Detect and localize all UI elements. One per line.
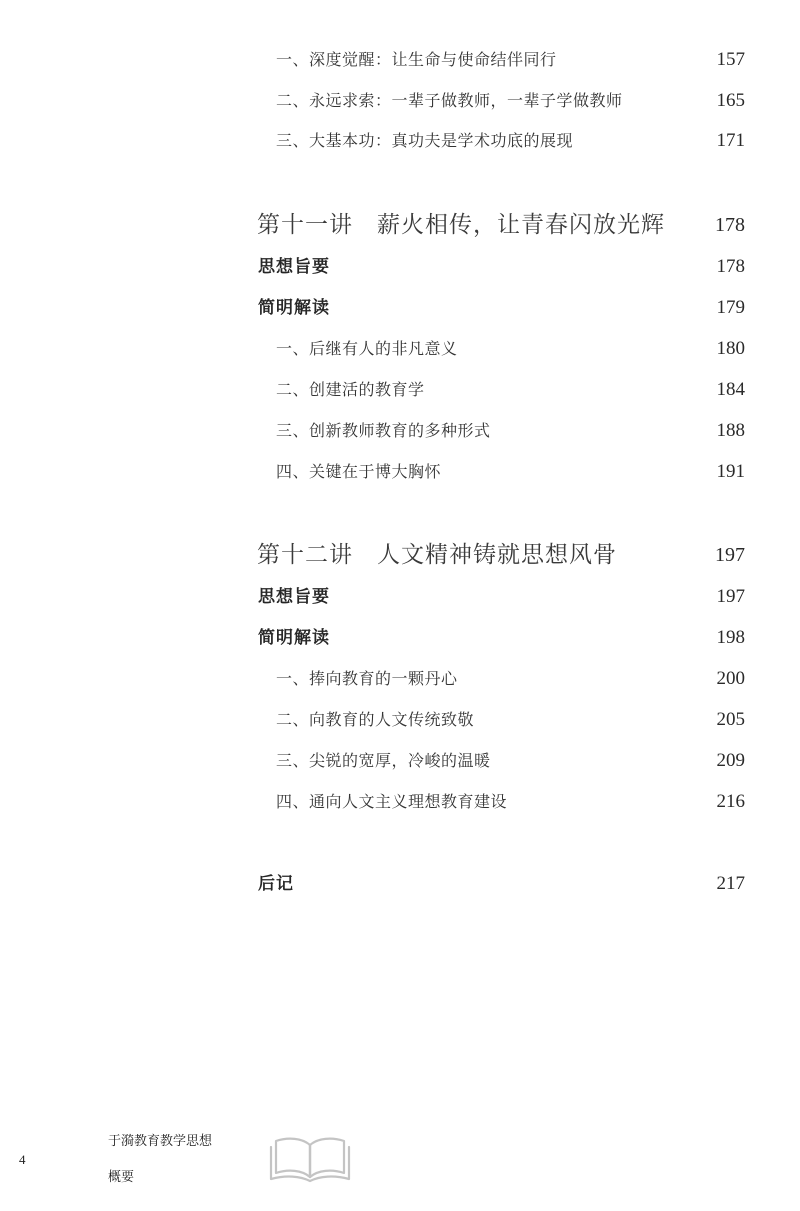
toc-entry[interactable] [0,782,800,822]
toc-chapter-entry[interactable] [0,205,800,245]
toc-section-title: 简明解读 [258,628,330,648]
toc-entry[interactable] [0,411,800,451]
book-title-line1: 于漪教育教学思想 [108,1134,213,1149]
toc-entry-page: 205 [716,709,745,730]
toc-section-entry[interactable] [0,864,800,904]
toc-entry[interactable] [0,700,800,740]
toc-entry[interactable] [0,81,800,121]
toc-entry-title: 二、创建活的教育学 [276,380,425,399]
toc-chapter-entry[interactable] [0,535,800,575]
toc-entry-page: 217 [716,873,745,894]
toc-section-title: 思想旨要 [258,257,330,277]
page-number: 4 [19,1152,26,1167]
toc-entry[interactable] [0,659,800,699]
toc-chapter-title: 第十一讲 薪火相传，让青春闪放光辉 [257,212,665,238]
toc-entry-page: 157 [716,49,745,70]
toc-entry[interactable] [0,329,800,369]
toc-entry-title: 一、捧向教育的一颗丹心 [276,669,458,688]
toc-entry-title: 二、向教育的人文传统致敬 [276,710,475,729]
toc-entry-page: 184 [716,379,745,400]
toc-section-title: 思想旨要 [258,587,330,607]
toc-section-title: 后记 [258,874,294,894]
toc-entry-page: 180 [716,338,745,359]
toc-entry-title: 四、通向人文主义理想教育建设 [276,792,508,811]
toc-entry-page: 200 [716,668,745,689]
toc-section-title: 简明解读 [258,298,330,318]
toc-entry-page: 171 [716,130,745,151]
toc-entry[interactable] [0,121,800,161]
toc-entry-page: 188 [716,420,745,441]
toc-entry[interactable] [0,40,800,80]
toc-entry-page: 197 [716,586,745,607]
toc-entry-title: 三、尖锐的宽厚，冷峻的温暖 [276,751,491,770]
toc-section-entry[interactable] [0,577,800,617]
toc-entry-page: 197 [715,544,745,566]
toc-entry-title: 三、创新教师教育的多种形式 [276,421,491,440]
open-book-icon [268,1133,352,1183]
toc-entry-page: 178 [715,214,745,236]
toc-entry-title: 二、永远求索：一辈子做教师，一辈子学做教师 [276,91,623,110]
toc-entry-title: 三、大基本功：真功夫是学术功底的展现 [276,131,574,150]
toc-chapter-title: 第十二讲 人文精神铸就思想风骨 [257,542,617,568]
toc-entry-page: 198 [716,627,745,648]
toc-entry[interactable] [0,741,800,781]
toc-entry-page: 179 [716,297,745,318]
toc-entry-page: 191 [716,461,745,482]
toc-section-entry[interactable] [0,618,800,658]
toc-entry[interactable] [0,370,800,410]
book-title-line2: 概要 [108,1170,135,1185]
toc-section-entry[interactable] [0,247,800,287]
toc-entry-page: 178 [716,256,745,277]
toc-entry-title: 一、深度觉醒：让生命与使命结伴同行 [276,50,557,69]
toc-section-entry[interactable] [0,288,800,328]
toc-entry-page: 165 [716,90,745,111]
toc-entry-page: 209 [716,750,745,771]
toc-entry-page: 216 [716,791,745,812]
toc-entry-title: 一、后继有人的非凡意义 [276,339,458,358]
toc-entry[interactable] [0,452,800,492]
toc-entry-title: 四、关键在于博大胸怀 [276,462,442,481]
